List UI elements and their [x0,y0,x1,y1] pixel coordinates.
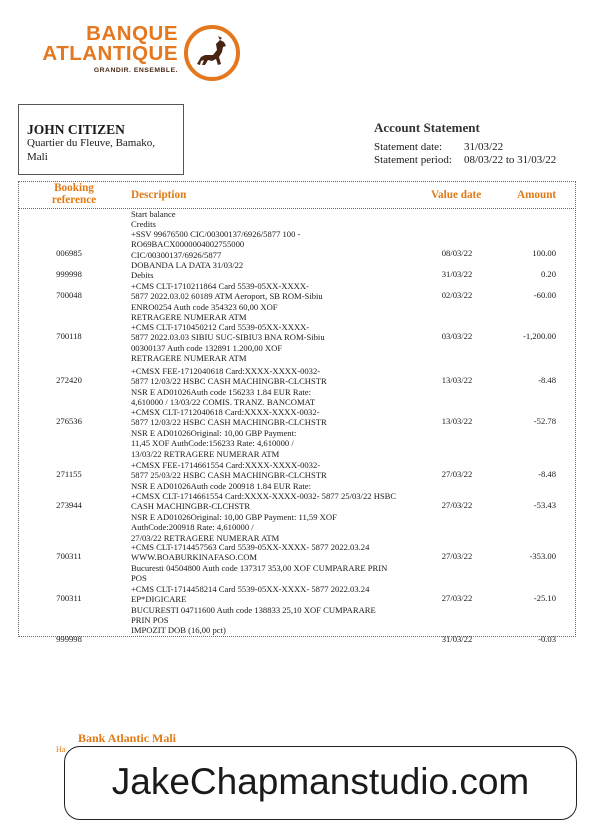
header-amount: Amount [517,189,557,201]
client-address-line1: Quartier du Fleuve, Bamako, [27,137,155,149]
statement-date-label: Statement date: [374,141,443,153]
description-line: CIC/00300137/6926/5877 [131,249,222,260]
description-line: Debits [131,270,154,281]
description-line: IMPOZIT DOB (16,00 pct) [131,625,226,635]
description-line: 27/03/22 RETRAGERE NUMERAR ATM [131,532,280,543]
footer-partial-text: Ha [56,745,66,754]
description-line: Bucuresti 04504800 Auth code 137317 353,00 XOF CUMPARARE PRIN [131,562,388,573]
transactions-table-header [18,181,576,209]
description-line: 11,45 XOF AuthCode:156233 Rate: 4,610000 / [131,438,294,449]
transaction-description [131,407,327,459]
booking-reference: 271155 [56,469,82,480]
description-line: DOBANDA LA DATA 31/03/22 [131,260,244,270]
transaction-amount: -8.48 [538,469,556,480]
transaction-description [131,366,327,408]
statement-date-row [374,141,584,154]
booking-reference: 006985 [56,247,82,258]
description-line: RETRAGERE NUMERAR ATM [131,312,247,323]
description-line: RETRAGERE NUMERAR ATM [131,353,247,364]
value-date: 27/03/22 [441,469,473,480]
description-line: +CMSX FEE-1714661554 Card:XXXX-XXXX-0032- [131,460,321,470]
description-line: NSR E AD01026Original: 10,00 GBP Payment: 11,59 XOF [131,511,337,522]
value-date: 31/03/22 [441,269,473,280]
booking-reference: 999998 [56,269,82,280]
description-line: +CMSX CLT-1714661554 Card:XXXX-XXXX-0032- 5877 25/03/22 HSBC [131,491,397,501]
booking-reference: 276536 [56,416,82,427]
description-line: +CMS CLT-1714457563 Card 5539-05XX-XXXX- 5877 2022.03.24 [131,542,370,552]
transaction-amount: -25.10 [533,593,556,604]
description-line: +CMS CLT-1710450212 Card 5539-05XX-XXXX- [131,322,310,332]
header-value-date: Value date [431,189,482,201]
transaction-amount: -60.00 [533,290,556,301]
description-line: Start balance [131,209,176,219]
horse-logo-icon [183,24,241,82]
description-line: 00300137 Auth code 132891 1.200,00 XOF [131,342,283,353]
description-line: EP*DIGICARE [131,594,187,605]
transaction-description [131,625,226,635]
header-description: Description [131,189,187,201]
watermark-banner: JakeChapmanstudio.com [64,746,577,820]
transaction-description [131,281,323,323]
footer-bank-name: Bank Atlantic Mali [78,731,177,745]
statement-period-label: Statement period: [374,154,452,166]
description-line: BUCURESTI 04711600 Auth code 138833 25,10 XOF CUMPARARE [131,604,376,615]
booking-reference: 273944 [56,500,82,511]
description-line: +CMS CLT-1714458214 Card 5539-05XX-XXXX- 5877 2022.03.24 [131,584,370,594]
description-line: NSR E AD01026Auth code 156233 1.84 EUR Rate: [131,386,311,397]
transaction-description [131,209,176,230]
transaction-amount: 0.20 [540,269,556,280]
transaction-amount: -353.00 [529,551,556,562]
description-line: Credits [131,219,156,230]
transaction-amount: -52.78 [533,416,556,427]
value-date: 13/03/22 [441,375,473,386]
transaction-amount: -53.43 [533,500,556,511]
description-line: 5877 12/03/22 HSBC CASH MACHINGBR-CLCHSTR [131,376,327,387]
transaction-description [131,229,300,260]
statement-date-value: 31/03/22 [464,141,504,153]
value-date: 03/03/22 [441,331,473,342]
booking-reference: 272420 [56,375,82,386]
description-line: CASH MACHINGBR-CLCHSTR [131,501,251,512]
bank-logo [18,24,246,86]
value-date: 13/03/22 [441,416,473,427]
transaction-description [131,322,325,364]
description-line: 4,610000 / 13/03/22 COMIS. TRANZ. BANCOMAT [131,397,316,408]
description-line: 5877 12/03/22 HSBC CASH MACHINGBR-CLCHSTR [131,417,327,428]
client-name: JOHN CITIZEN [27,122,125,137]
booking-reference: 700118 [56,331,82,342]
value-date: 27/03/22 [441,551,473,562]
value-date: 31/03/22 [441,634,473,645]
description-line: NSR E AD01026Auth code 200918 1.84 EUR Rate: [131,480,311,491]
description-line: PRIN POS [131,615,169,626]
logo-line2: ATLANTIQUE [42,42,178,65]
transaction-description [131,542,387,584]
description-line: ENRO0254 Auth code 354323 60,00 XOF [131,301,278,312]
description-line: +SSV 99676500 CIC/00300137/6926/5877 100 - [131,229,301,239]
description-line: RO69BACX000000400275500​0 [131,239,245,250]
description-line: POS [131,573,147,584]
transaction-description [131,460,327,491]
value-date: 08/03/22 [441,247,473,258]
value-date: 27/03/22 [441,593,473,604]
client-address-line2: Mali [27,150,48,163]
transaction-amount: -8.48 [538,375,556,386]
description-line: 5877 2022.03.03 SIBIU SUC-SIBIU3 BNA ROM-Sibiu [131,332,325,343]
description-line: +CMSX FEE-1712040618 Card:XXXX-XXXX-0032- [131,366,321,376]
description-line: 13/03/22 RETRAGERE NUMERAR ATM [131,448,280,459]
value-date: 27/03/22 [441,500,473,511]
header-booking-reference: Booking reference [51,182,97,206]
logo-tagline: GRANDIR. ENSEMBLE. [93,67,178,74]
description-line: WWW.BOABURKINAFASO.COM [131,552,258,563]
account-statement-info [374,120,584,167]
booking-reference: 700048 [56,290,82,301]
transaction-amount: 100.00 [532,247,556,258]
description-line: 5877 25/03/22 HSBC CASH MACHINGBR-CLCHSTR [131,470,327,481]
transaction-amount: -1,200.00 [523,331,556,342]
description-line: +CMS CLT-1710211864 Card 5539-05XX-XXXX- [131,281,309,291]
transaction-description [131,491,396,543]
transaction-amount: -0.03 [538,634,556,645]
booking-reference: 700311 [56,593,82,604]
description-line: AuthCode:200918 Rate: 4,610000 / [131,522,254,533]
description-line: +CMSX CLT-1712040618 Card:XXXX-XXXX-0032- [131,407,320,417]
description-line: 5877 2022.03.02 60189 ATM Aeroport, SB ROM-Sibiu [131,291,323,302]
booking-reference: 999998 [56,634,82,645]
booking-reference: 700311 [56,551,82,562]
statement-period-value: 08/03/22 to 31/03/22 [464,154,557,166]
transaction-description [131,584,376,626]
logo-line1: BANQUE [86,22,178,45]
transaction-description [131,260,243,281]
statement-title: Account Statement [374,120,480,135]
value-date: 02/03/22 [441,290,473,301]
client-address-box [18,104,184,175]
logo-wordmark [18,24,178,74]
description-line: NSR E AD01026Original: 10,00 GBP Payment: [131,427,297,438]
statement-period-row [374,154,584,167]
